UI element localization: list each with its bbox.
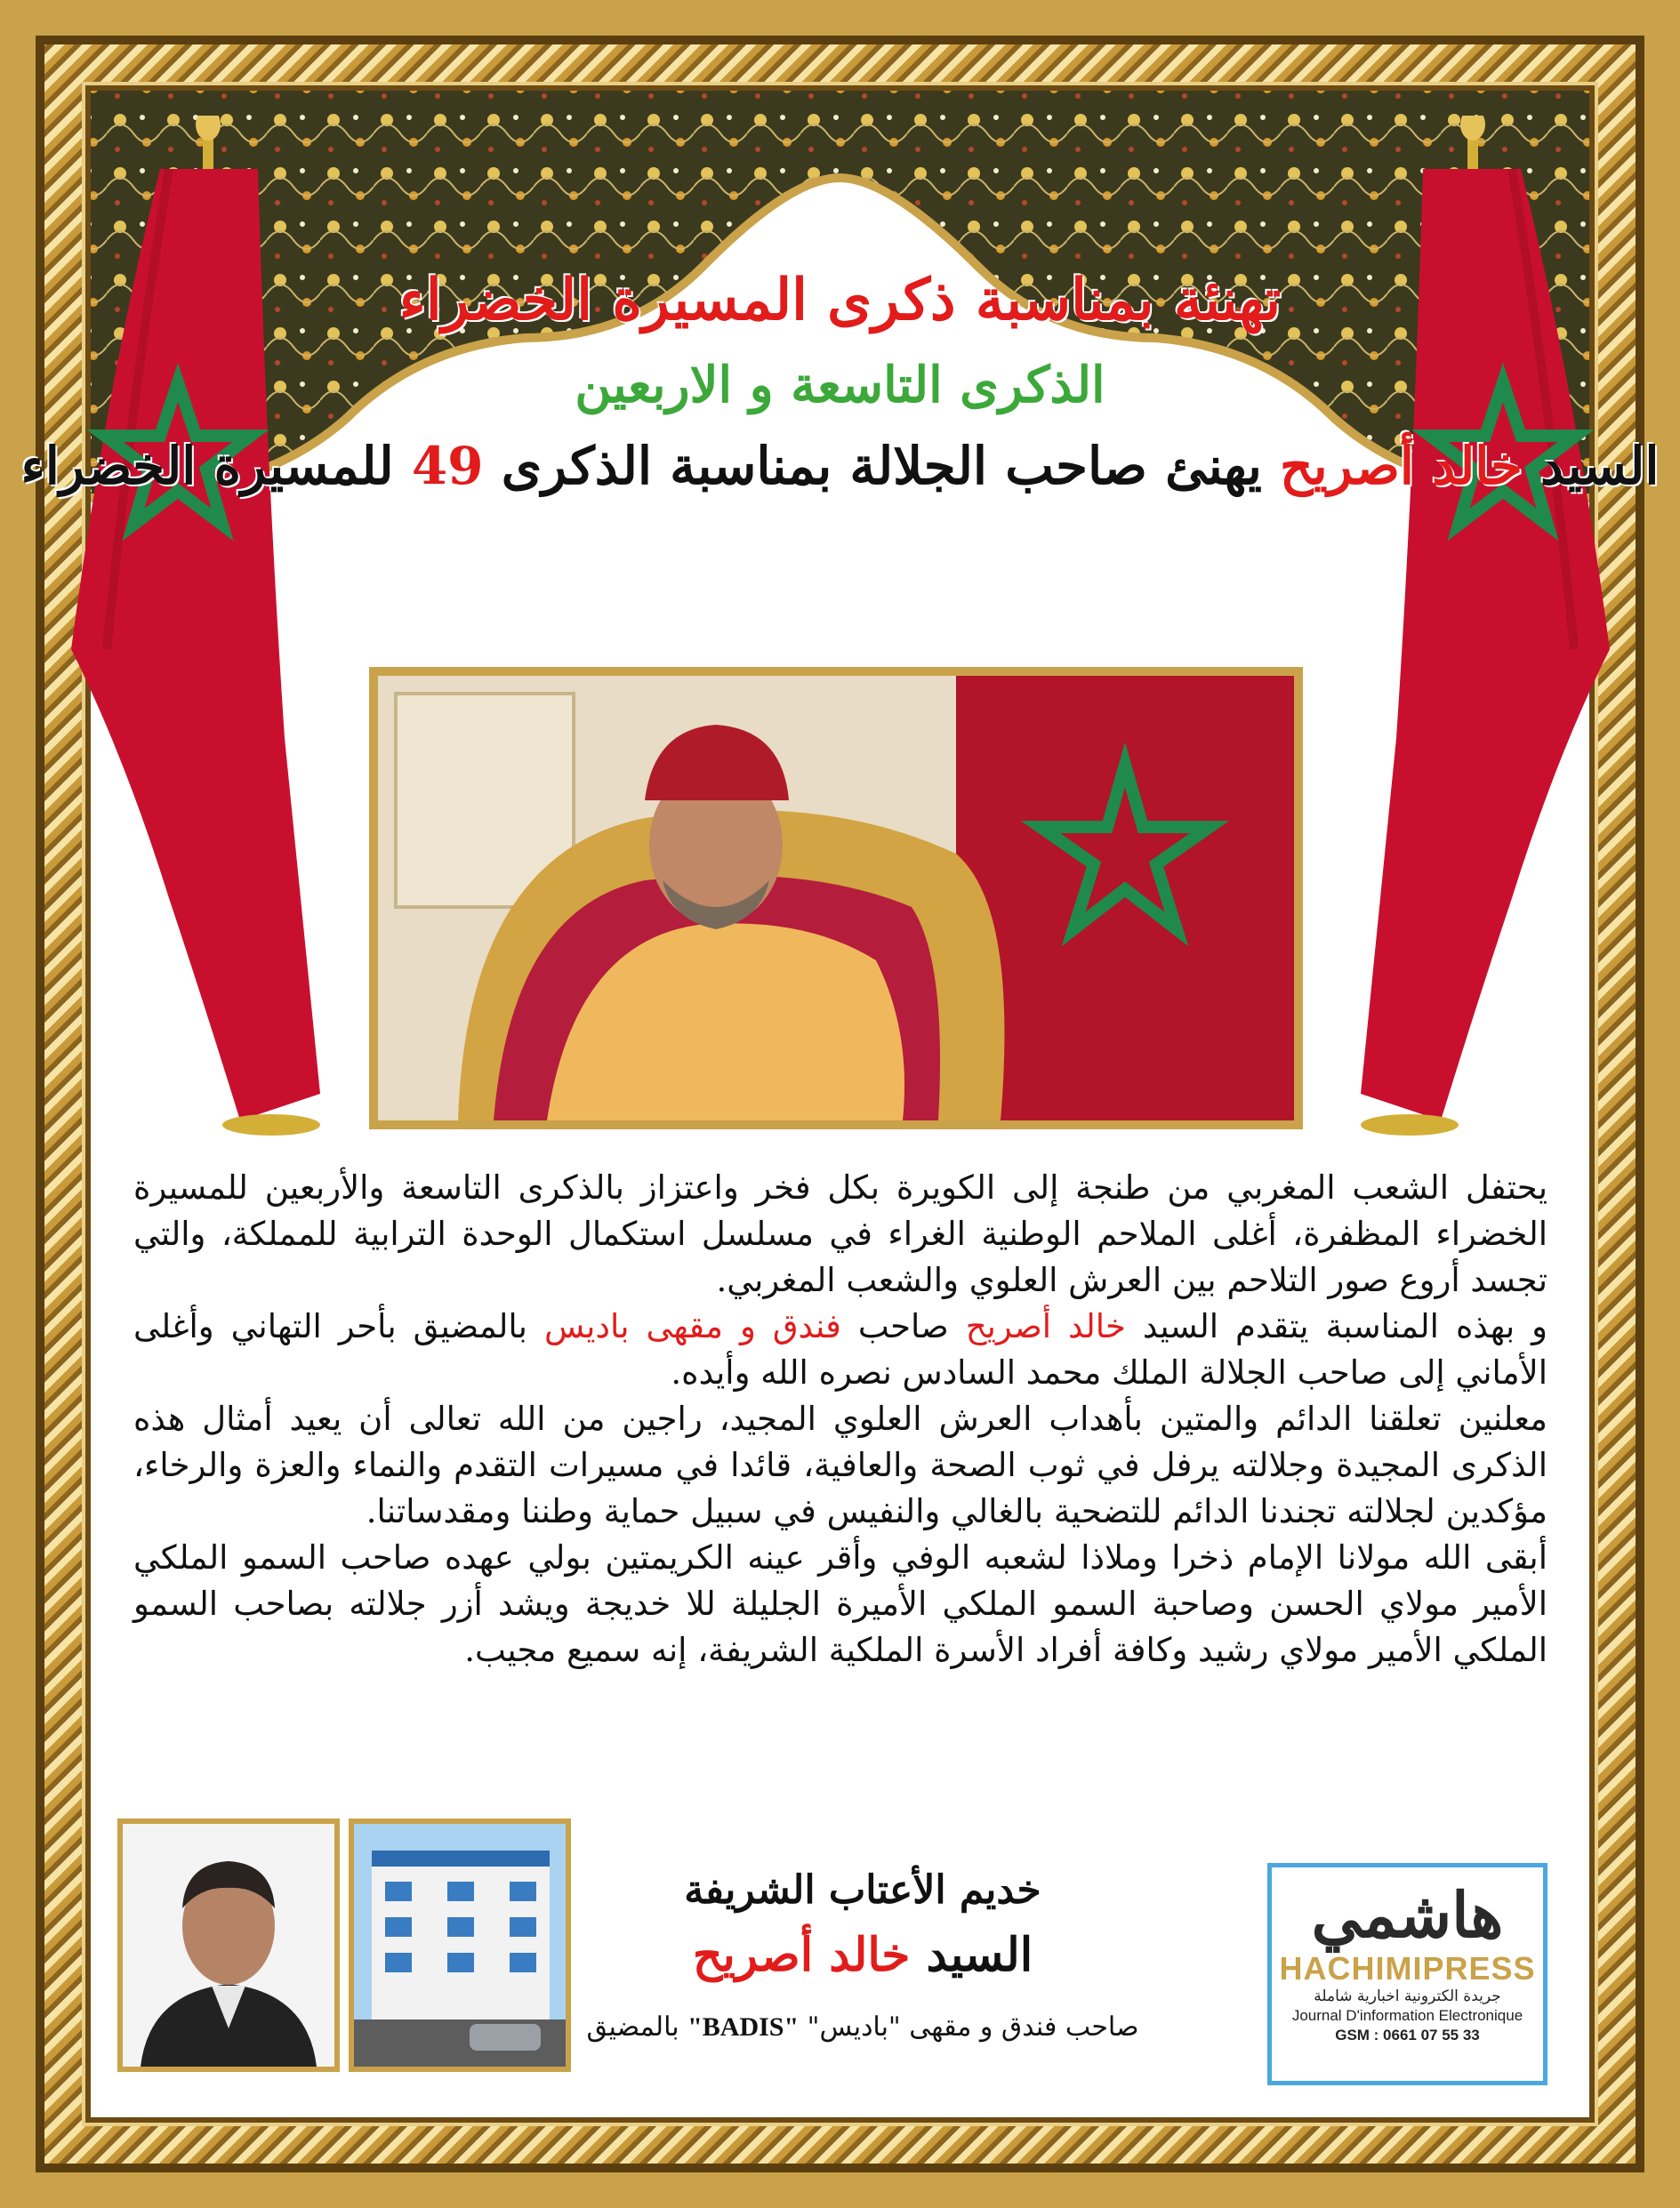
title-greeting-number: 49 (411, 436, 484, 496)
message-paragraph-1: يحتفل الشعب المغربي من طنجة إلى الكويرة بكل فخر واعتزاز بالذكرى التاسعة والأربعين للمسيرة الخضراء المظفرة، أغلى الملاحم الوطنية الغراء في مسلسل استكمال الوحدة الترابية للمملكة، والتي تجسد أروع صور التلاحم بين العرش العلوي والشعب المغربي. (133, 1168, 1547, 1299)
sender-portrait-illustration (123, 1824, 334, 2067)
logo-subtitle-arabic: جريدة الكترونية اخبارية شاملة (1314, 1987, 1501, 2005)
message-paragraph-2-b: صاحب (857, 1307, 949, 1345)
signature-business (578, 2011, 1147, 2043)
title-congratulations: تهنئة بمناسبة ذكرى المسيرة الخضراء (398, 267, 1282, 333)
logo-gsm: GSM : 0661 07 55 33 (1335, 2027, 1480, 2043)
title-anniversary: الذكرى التاسعة و الاربعين (575, 356, 1105, 414)
title-greeting-name: خالد أصريح (1280, 436, 1523, 496)
king-photo (369, 667, 1303, 1129)
title-greeting-suffix: للمسيرة الخضراء (20, 436, 394, 496)
signature-title: خديم الأعتاب الشريفة (684, 1867, 1041, 1913)
signature-business-arabic: "باديس" (807, 2011, 901, 2043)
signature-business-b: بالمضيق (586, 2011, 679, 2043)
message-paragraph-4: أبقى الله مولانا الإمام ذخرا وملاذا لشعبه الوفي وأقر عينه الكريمتين بولي عهده صاحب السمو الملكي الأمير مولاي الحسن وصاحبة السمو الملكي الأميرة الجليلة للا خديجة ويشد أزر جلالته بصاحب السمو الملكي الأمير مولاي رشيد وكافة أفراد الأسرة الملكية الشريفة، إنه سميع مجيب. (133, 1538, 1547, 1669)
signature-business-latin: "BADIS" (687, 2012, 800, 2042)
logo-english: HACHIMIPRESS (1279, 1950, 1536, 1987)
sender-portrait (117, 1819, 340, 2072)
congratulation-message (133, 1165, 1547, 1674)
message-paragraph-2-c: بالمضيق بأحر التهاني وأغلى الأماني إلى صاحب الجلالة الملك محمد السادس نصره الله وأيده. (133, 1307, 1547, 1392)
message-business-name: فندق و مقهى باديس (544, 1307, 841, 1345)
title-greeting-prefix: السيد (1540, 436, 1660, 496)
hotel-badis-illustration (354, 1824, 566, 2067)
message-paragraph-2 (133, 1304, 1547, 1396)
message-paragraph-3: معلنين تعلقنا الدائم والمتين بأهداب العرش العلوي المجيد، راجين من الله تعالى أن يعيد أمثال هذه الذكرى المجيدة وجلالته يرفل في ثوب الصحة والعافية، قائدا في مسيرات التقدم والنماء والعزة والرخاء، مؤكدين لجلالته تجندنا الدائم للتضحية بالغالي والنفيس في سبيل حماية وطننا ومقدساتنا. (133, 1400, 1547, 1530)
signature-business-a: صاحب فندق و مقهى (909, 2011, 1139, 2043)
logo-subtitle-french: Journal D'information Electronique (1291, 2007, 1523, 2024)
signature-name-prefix: السيد (926, 1928, 1033, 1982)
title-greeting-middle: يهنئ صاحب الجلالة بمناسبة الذكرى (501, 436, 1262, 496)
message-paragraph-2-a: و بهذه المناسبة يتقدم السيد (1142, 1307, 1547, 1345)
king-photo-illustration (378, 676, 1294, 1120)
title-greeting (0, 436, 1680, 496)
message-sender-name: خالد أصريح (965, 1307, 1126, 1345)
logo-arabic: هاشمي (1311, 1878, 1504, 1952)
hachimipress-logo (1267, 1863, 1547, 2085)
hotel-badis-photo (349, 1819, 571, 2072)
signature-name (578, 1928, 1147, 1982)
signature-name-value: خالد أصريح (692, 1928, 911, 1982)
